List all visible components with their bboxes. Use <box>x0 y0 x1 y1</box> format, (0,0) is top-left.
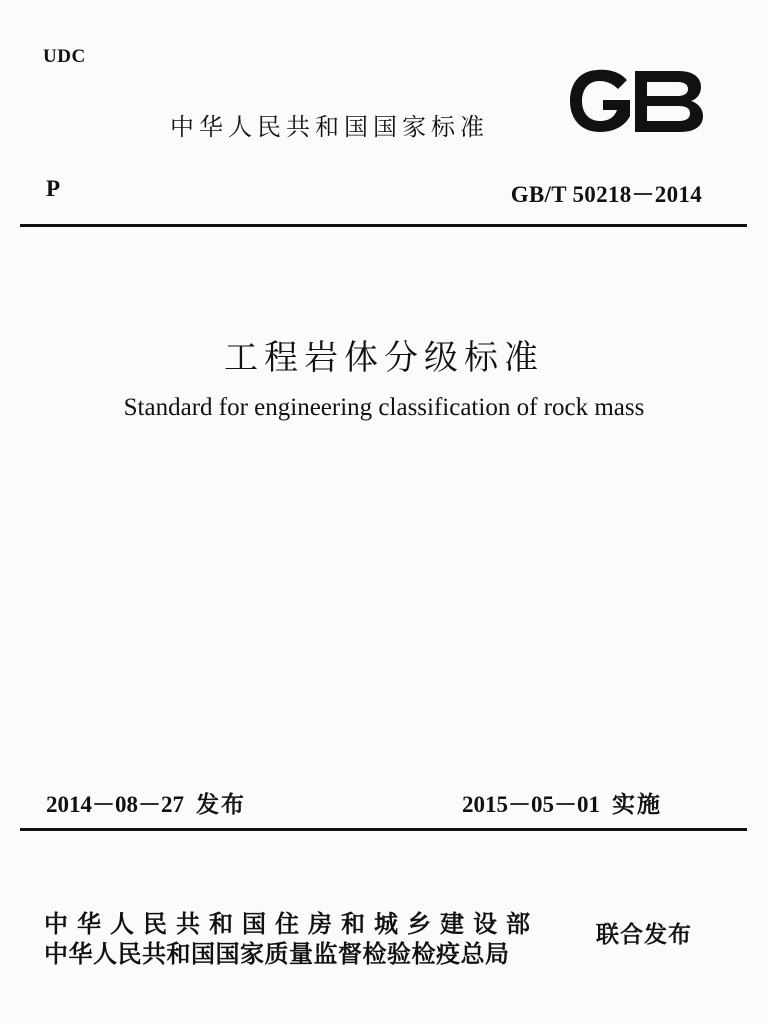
top-divider <box>20 224 747 227</box>
issued-date: 2014－08－27 <box>46 792 184 817</box>
standard-number: GB/T 50218－2014 <box>510 182 702 207</box>
issued-line <box>46 786 246 819</box>
issuer-aqsiq: 中华人民共和国国家质量监督检验检疫总局 <box>44 940 510 968</box>
effective-line <box>462 786 662 819</box>
gb-logo <box>567 66 705 136</box>
national-standard-heading: 中华人民共和国国家标准 <box>170 113 489 141</box>
bottom-divider <box>20 828 747 831</box>
effective-label: 实施 <box>612 792 662 818</box>
category-code: P <box>46 176 61 201</box>
issued-label: 发布 <box>196 792 246 818</box>
joint-issue-label: 联合发布 <box>596 922 692 948</box>
udc-label: UDC <box>43 46 86 67</box>
issuer-ministry: 中华人民共和国住房和城乡建设部 <box>44 910 539 938</box>
title-chinese: 工程岩体分级标准 <box>224 338 544 378</box>
title-english: Standard for engineering classification of rock mass <box>123 394 645 421</box>
effective-date: 2015－05－01 <box>462 792 600 817</box>
